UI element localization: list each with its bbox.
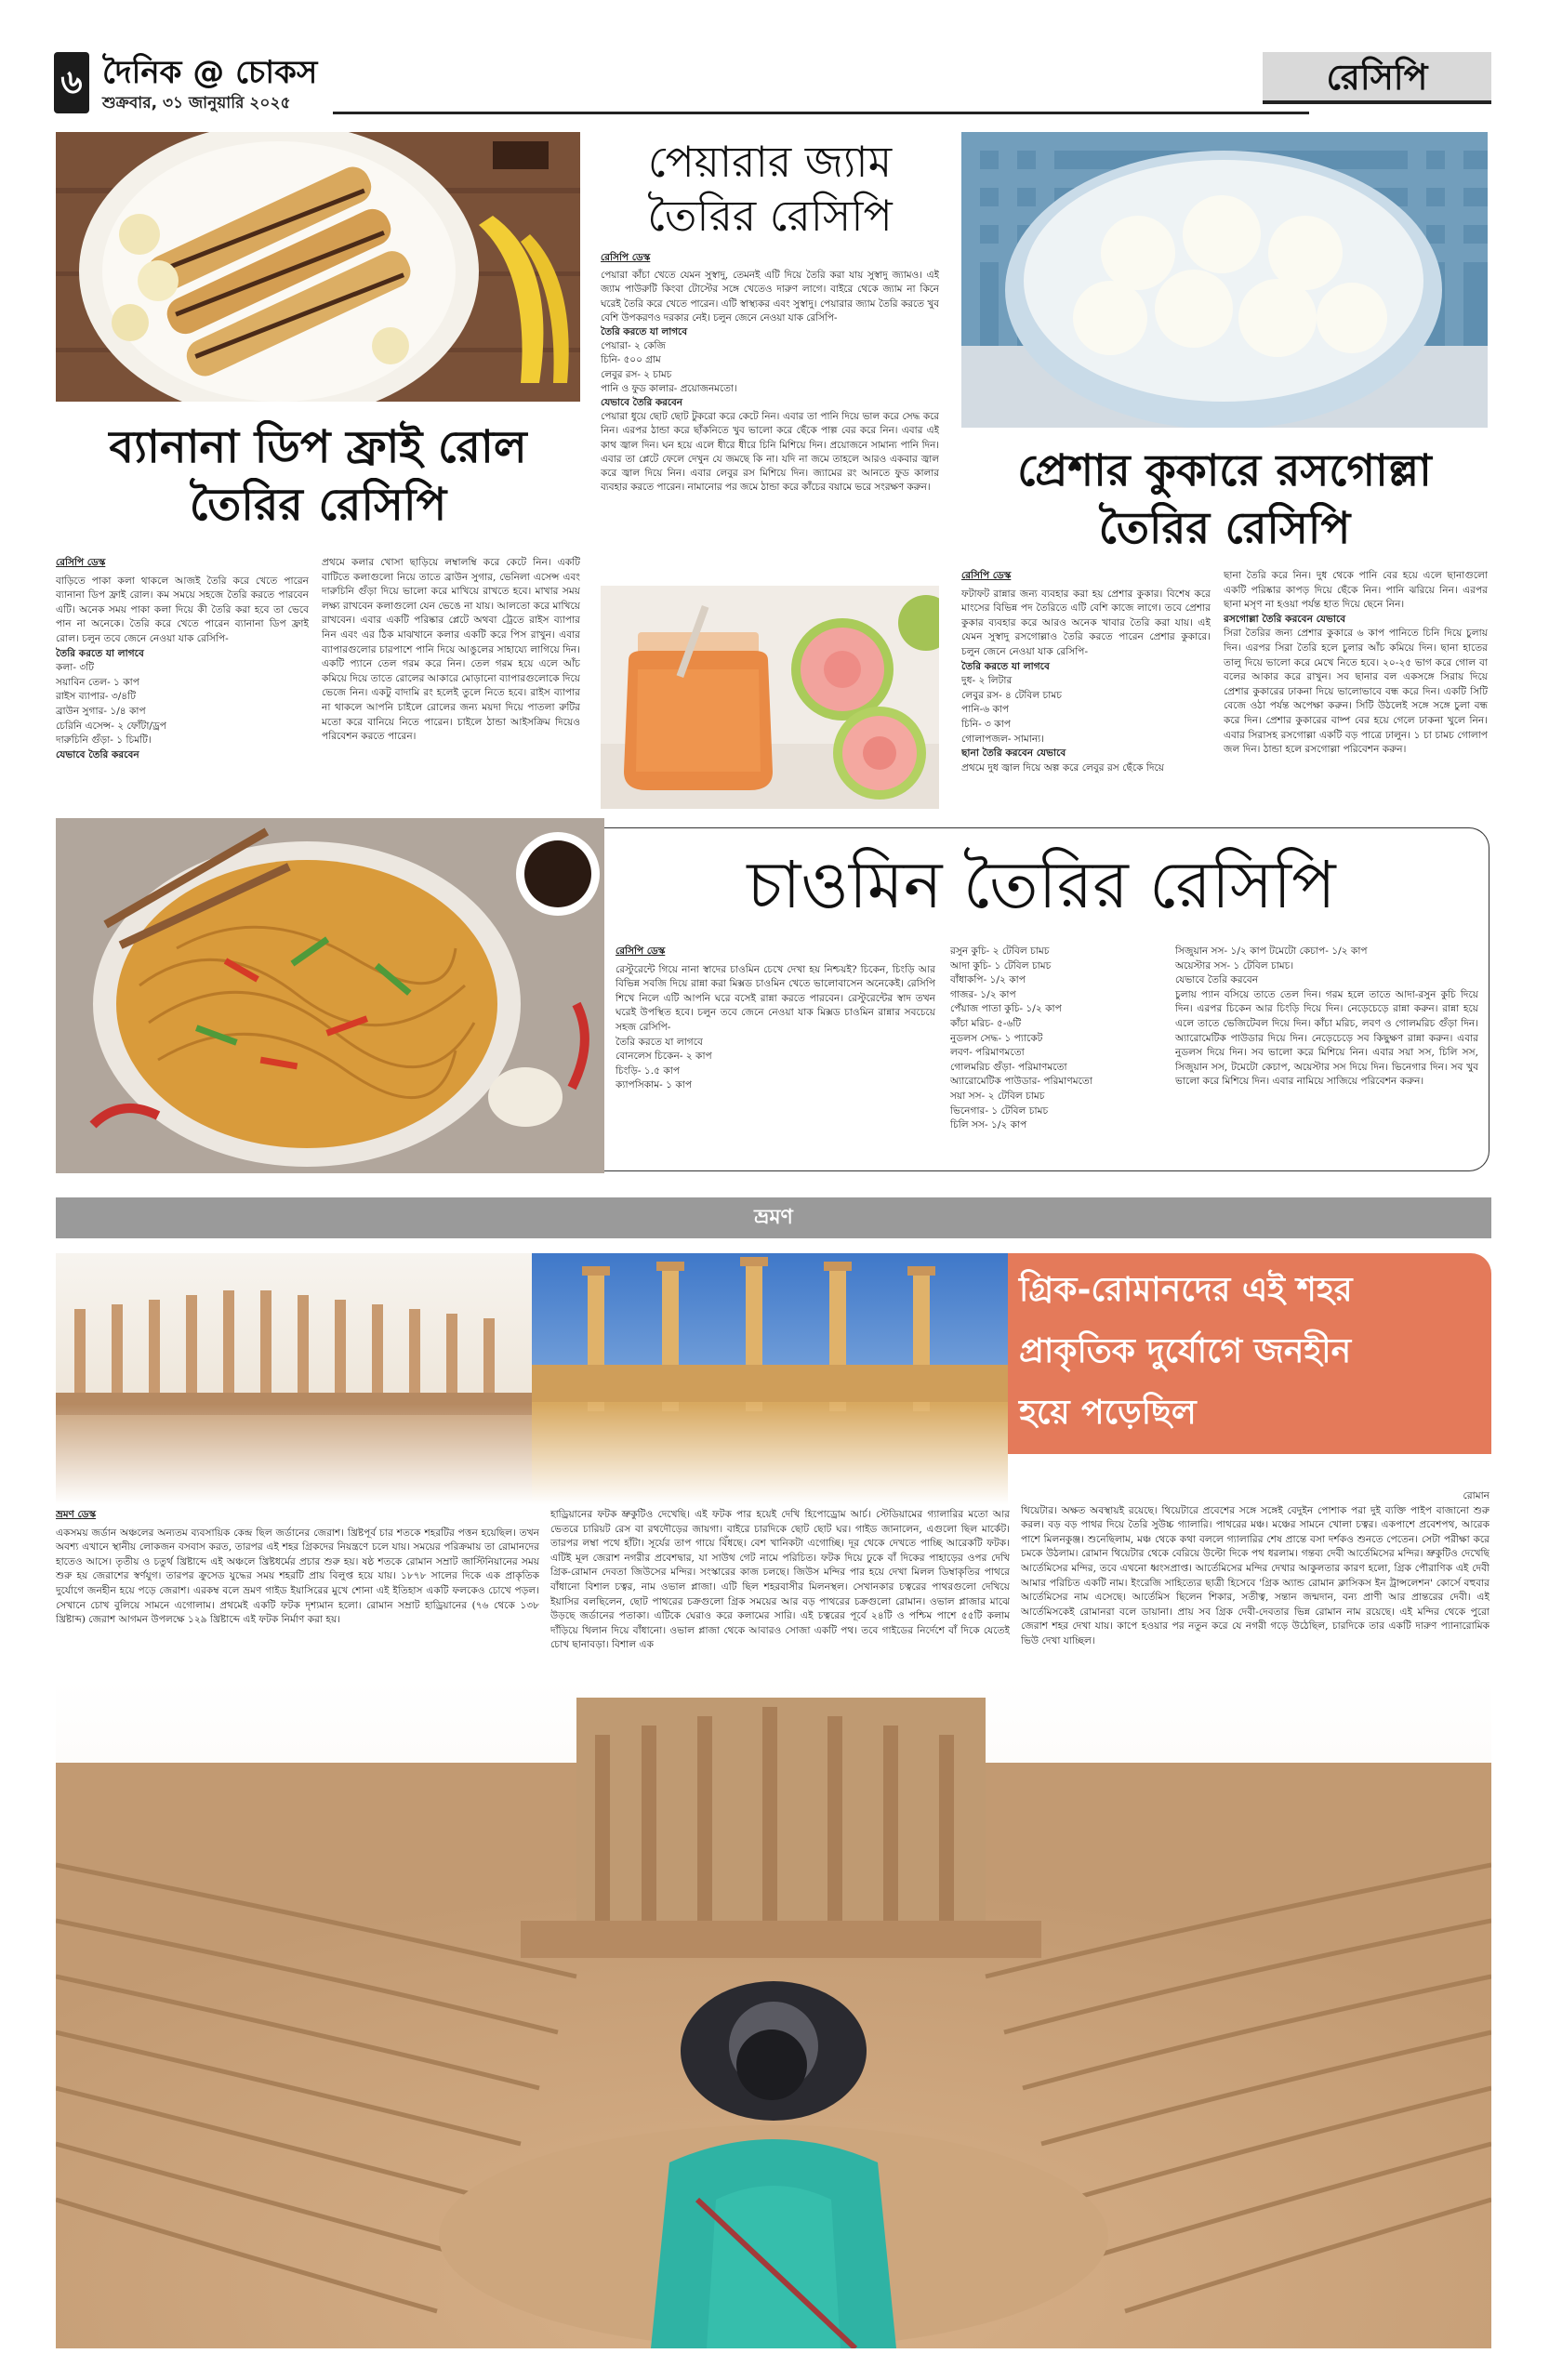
banana-ing: চেরিনি এসেন্স- ২ ফোঁটা/ড্রপ [56, 720, 166, 732]
travel-headline-1: গ্রিক-রোমানদের এই শহর [1019, 1271, 1353, 1309]
guava-ing-title: তৈরি করতে যা লাগবে [601, 326, 688, 338]
guava-method-title: যেভাবে তৈরি করবেন [601, 397, 682, 409]
chowmein-ing: লবণ- পরিমাণমতো [950, 1047, 1025, 1059]
chowmein-ing: গাজর- ১/২ কাপ [950, 988, 1016, 1000]
guava-desk: রেসিপি ডেস্ক [601, 252, 651, 263]
rasgulla-chhana-cont: ছানা তৈরি করে নিন। দুধ থেকে পানি বের হয়ে এলে ছানাগুলো একটি পরিষ্কার কাপড় দিয়ে ছেঁকে নিন। পানি ঝরিয়ে নিন। এরপর ছানা মসৃণ না হওয়া পর্যন্ত হাত দিয়ে ছেনে নিন। [1224, 570, 1488, 611]
rasgulla-ing: চিনি- ৩ কাপ [961, 718, 1011, 730]
banana-ing: দারুচিনি গুঁড়া- ১ চিমটি। [56, 734, 152, 747]
banana-column-2 [322, 556, 580, 798]
banana-intro: বাড়িতে পাকা কলা থাকলে আজই তৈরি করে খেতে পারেন ব্যানানা ডিপ ফ্রাই রোল। কম সময়ে সহজে তৈরি করতে পারবেন এটি। অনেক সময় পাকা কলা দিয়ে কী তৈরি করা হবে তা ভেবে পান না অনেকে। তৈরি করে খেতে পারেন ব্যানানা ডিপ ফ্রাই রোল। চলুন তবে জেনে নেওয়া যাক রেসিপি- [56, 575, 309, 644]
guava-headline-1: পেয়ারার জ্যাম [647, 137, 893, 187]
rasgulla-method: সিরা তৈরির জন্য প্রেশার কুকারে ৬ কাপ পানিতে চিনি দিয়ে চুলায় দিন। এরপর সিরা তৈরি হলে চুলার আঁচ কমিয়ে দিন। ছানা হাতের তালু দিয়ে ভালো করে মেখে নিতে হবে। ২০-২৫ ভাগ করে গোল বা বলের আকার করে রাখুন। সব ছানার বল একসঙ্গে সিরায় দিয়ে প্রেশার কুকারের ঢাকনা দিয়ে ভালোভাবে বন্ধ করে দিন। একটি সিটি বেজে ওঠা পর্যন্ত অপেক্ষা করুন। সিটি উঠলেই সঙ্গে সঙ্গে চুলা বন্ধ করে দিন। প্রেশার কুকারের বাষ্প বের হয়ে গেলে ঢাকনা খুলে নিন। এবার সিরাসহ রসগোল্লা একটি বড় পাত্রে ঢালুন। ১ চা চামচ গোলাপ জল দিন। ঠান্ডা হলে রসগোল্লা পরিবেশন করুন। [1224, 628, 1488, 756]
rasgulla-ing: লেবুর রস- ৪ টেবিল চামচ [961, 689, 1062, 701]
travel-headline-3: হয়ে পড়েছিল [1019, 1394, 1197, 1432]
rasgulla-desk: রেসিপি ডেস্ক [961, 570, 1012, 581]
travel-headline-2: প্রাকৃতিক দুর্যোগে জনহীন [1019, 1332, 1352, 1370]
guava-ing: লেবুর রস- ২ চামচ [601, 368, 672, 380]
rasgulla-ing: দুধ- ২ লিটার [961, 675, 1013, 687]
travel-body: থিয়েটার। অক্ষত অবস্থায়ই রয়েছে। থিয়েটারে প্রবেশের সঙ্গে সঙ্গেই বেদুইন পোশাক পরা দুই ব্যক্তি পাইপ বাজানো শুরু করল। বড় বড় পাথর দিয়ে তৈরি সুউচ্চ গ্যালারি। পাথরের মঞ্চ। মঞ্চের সামনে খোলা চত্বর। একপাশে প্রবেশপথ, আরেক পাশে মিলনকুঞ্জ। শুনেছিলাম, মঞ্চ থেকে কথা বললে গ্যালারির শেষ প্রান্তে বসা দর্শকও শুনতে পেতেন। সেটা পরীক্ষা করে চমকে উঠলাম। রোমান থিয়েটার থেকে বেরিয়ে উল্টো দিকে পথ ধরলাম। গন্তব্য দেবী আর্তেমিসের মন্দির। ভ্রুকুটিও দেখেছি আর্তেমিসের মন্দির, তবে এখনো ধ্বংসপ্রাপ্ত। আর্তেমিসের মন্দির দেখার আকুলতার কারণ হলো, গ্রিক পৌরাণিক এই দেবী আমার পরিচিত একটি নাম। ইংরেজি সাহিত্যের ছাত্রী হিসেবে 'গ্রিক অ্যান্ড রোমান ক্লাসিকস ইন ট্রান্সলেশন' কোর্সে বহুবার আর্তেমিসের নাম এসেছে। আর্তেমিস ছিলেন শিকার, সতীত্ব, সন্তান জন্মদান, বন্য প্রাণী আর প্রান্তরের দেবী। এই আর্তেমিসকেই রোমানরা বলে ডায়ানা। প্রায় সব গ্রিক দেবী-দেবতার ভিন্ন রোমান নাম রয়েছে। এই মন্দির থেকে পুরো জেরাশ শহর দেখা যায়। কাপে হওয়ার পর নতুন করে যে নগরী গড়ে উঠেছিল, চারদিকে তার একটি দারুণ প্যানারোমিক ভিউ দেখা যাচ্ছিল। [1021, 1504, 1489, 1646]
travel-column-3 [1021, 1489, 1489, 1673]
travel-column-1 [56, 1508, 539, 1673]
issue-date: শুক্রবার, ৩১ জানুয়ারি ২০২৫ [102, 94, 291, 112]
chowmein-ing: গোলমরিচ গুঁড়া- পরিমাণমতো [950, 1061, 1067, 1073]
travel-body: হাড্রিয়ানের ফটক ভ্রুকুটিও দেখেছি। এই ফটক পার হয়েই দেখি হিপোড্রোম আর্চ। স্টেডিয়ামের গ্যালারির মতো আর ভেতরে চারিয়ট রেস বা রথদৌড়ের জায়গা। বাইরে চারদিকে ছোট ছোট ঘর। গাইড জানালেন, এগুলো ছিল মার্কেট। তারপর লম্বা পথে হাঁটা। সূর্যের তাপ গায়ে বিঁধছে। বেশ খানিকটা এগোচ্ছি। দূর থেকে দেখতে পাচ্ছি আরেকটি ফটক। এটিই মূল জেরাশ নগরীর প্রবেশদ্বার, যা সাউথ গেট নামে পরিচিত। ফটক দিয়ে ঢুকে বাঁ দিকের পাহাড়ের ওপর দেখি গ্রিক-রোমান দেবতা জিউসের মন্দির। সংস্কারের কাজ চলছে। জিউস মন্দির পার হয়ে দেখা মিলল ডিম্বাকৃতির পাথরে বাঁধানো বিশাল চত্বর, নাম ওভাল প্লাজা। এটি ছিল শহরবাসীর মিলনস্থল। সেখানকার চত্বরের পাথরগুলো দেখিয়ে ইয়াসির বলছিলেন, ছোট পাথরের চক্রগুলো গ্রিক সময়ের আর বড় পাথরের চক্রগুলো রোমান। ওভাল প্লাজার মাঝে উড়ছে জর্ডানের পতাকা। এটিকে ঘেরাও করে কলামের সারি। এই চত্বরের পূর্বে ২৪টি ও পশ্চিম পাশে ৫৫টি কলাম দাঁড়িয়ে থিলান দিয়ে বাঁধানো। ওভাল প্লাজা থেকে আবারও সোজা একটি পথ। তবে গাইডের নির্দেশে বাঁ দিকে যেতেই চোখ ছানাবড়া। বিশাল এক [550, 1509, 1010, 1651]
page-number: ৬ [54, 52, 89, 113]
rasgulla-intro: ফটাফট রান্নার জন্য ব্যবহার করা হয় প্রেশার কুকার। বিশেষ করে মাংসের বিভিন্ন পদ তৈরিতে এটি বেশি কাজে লাগে। তবে প্রেশার কুকার ব্যবহার করে আরও অনেক খাবার তৈরি করা যায়। এই যেমন সুস্বাদু রসগোল্লাও তৈরি করতে পারেন প্রেশার কুকারে। চলুন জেনে নেওয়া যাক রেসিপি- [961, 588, 1211, 657]
paper-name: দৈনিক @ চোকস [102, 54, 318, 91]
guava-ing: পেয়ারা- ২ কেজি [601, 340, 666, 352]
masthead [54, 52, 1491, 117]
banana-ing: ব্রাউন সুগার- ১/৪ কাপ [56, 705, 146, 717]
banana-ing: রাইস ব্যাপার- ৩/৪টি [56, 691, 136, 703]
banana-method-title: যেভাবে তৈরি করবেন [56, 748, 139, 760]
chowmein-ing: সিজুয়ান সস- ১/২ কাপ টমেটো কেচাপ- ১/২ কাপ [1175, 945, 1368, 957]
chowmein-ing: নুডলস সেদ্ধ- ১ প্যাকেট [950, 1032, 1043, 1044]
rasgulla-column-1 [961, 569, 1211, 813]
jerash-ruins-photo-1 [56, 1253, 532, 1504]
chowmein-ing: পেঁয়াজ পাতা কুচি- ১/২ কাপ [950, 1003, 1062, 1015]
rasgulla-chhana: প্রথমে দুধ জ্বাল দিয়ে অল্প করে লেবুর রস ছেঁকে দিয়ে [961, 761, 1165, 774]
rasgulla-method-title: রসগোল্লা তৈরি করবেন যেভাবে [1224, 613, 1346, 625]
header-rule [333, 112, 1309, 114]
chowmein-ing: অ্যারোমেটিক পাউডার- পরিমাণমতো [950, 1076, 1092, 1088]
chowmein-ing-title: তৈরি করতে যা লাগবে [616, 1036, 703, 1048]
banana-headline-2: তৈরির রেসিপি [189, 479, 447, 531]
chowmein-ing: ভিনেগার- ১ টেবিল চামচ [950, 1104, 1049, 1117]
banana-desk: রেসিপি ডেস্ক [56, 557, 106, 568]
rasgulla-ing: পানি-৬ কাপ [961, 704, 1010, 716]
travel-section-banner: ভ্রমণ [56, 1197, 1491, 1238]
chowmein-photo [56, 818, 604, 1173]
chowmein-ing: বোনলেস চিকেন- ২ কাপ [616, 1051, 712, 1063]
chowmein-column-1 [616, 945, 935, 1164]
guava-headline-2: তৈরির রেসিপি [647, 191, 893, 241]
chowmein-ing: চিংড়ি- ১.৫ কাপ [616, 1064, 681, 1077]
banana-column-1 [56, 556, 309, 798]
travel-col3-lead: রোমান [1463, 1490, 1489, 1501]
chowmein-method-title: যেভাবে তৈরি করবেন [1175, 974, 1259, 986]
chowmein-desk: রেসিপি ডেস্ক [616, 945, 666, 957]
rasgulla-photo [961, 132, 1488, 428]
rasgulla-headline-2: তৈরির রেসিপি [1098, 503, 1351, 554]
rasgulla-chhana-title: ছানা তৈরি করবেন যেভাবে [961, 747, 1066, 760]
jerash-columns-photo-2 [532, 1253, 1008, 1504]
banana-method: প্রথমে কলার খোসা ছাড়িয়ে লম্বালম্বি করে কেটে নিন। একটি বাটিতে কলাগুলো নিয়ে তাতে ব্রাউন সুগার, ভেনিলা এসেন্স এবং দারুচিনি গুঁড়া দিয়ে ভালো করে মাখিয়ে রাখতে হবে। মাখার সময় লক্ষ্য রাখবেন কলাগুলো যেন ভেঙে না যায়। আলতো করে মাখিয়ে রাখবেন। এবার একটি পরিষ্কার প্লেটে অথবা ট্রেতে রাইস ব্যাপার নিন এবং এর ঠিক মাঝখানে কলার একটি করে পিস রাখুন। এবার ব্যাপারগুলোর চারপাশে পানি দিয়ে আঙুলের সাহায্যে লাগিয়ে দিন। একটি প্যানে তেল গরম করে নিন। তেল গরম হয়ে এলে আঁচ কমিয়ে দিয়ে তাতে রোলের আকারে মোড়ানো ব্যাপারগুলোকে দিয়ে ভেজে নিন। একটু বাদামি রং হলেই তুলে নিতে হবে। রাইস ব্যাপার না থাকলে আপনি চাইলে রোলের জন্য ময়দা দিয়ে পাতলা রুটির মতো করে বানিয়ে নিতে পারেন। চাইলে ঠান্ডা আইসক্রিম দিয়েও পরিবেশন করতে পারেন। [322, 557, 580, 743]
chowmein-ing: আদা কুচি- ১ টেবিল চামচ [950, 959, 1052, 972]
chowmein-ing: অয়েস্টার সস- ১ টেবিল চামচ। [1175, 959, 1294, 972]
chowmein-ing: ক্যাপসিকাম- ১ কাপ [616, 1079, 693, 1091]
chowmein-column-3 [1175, 945, 1478, 1164]
roman-theatre-photo [56, 1679, 1491, 2348]
chowmein-ing: চিলি সস- ১/২ কাপ [950, 1119, 1027, 1131]
chowmein-headline: চাওমিন তৈরির রেসিপি [747, 847, 1336, 923]
rasgulla-ing: গোলাপজল- সামান্য। [961, 733, 1044, 745]
guava-intro: পেয়ারা কাঁচা খেতে যেমন সুস্বাদু, তেমনই এটি দিয়ে তৈরি করা যায় সুস্বাদু জ্যামও। এই জ্যাম পাউরুটি কিংবা টোস্টের সঙ্গে খেতেও দারুণ লাগে। বাইরে থেকে জ্যাম না কিনে ঘরেই তৈরি করে খেতে পারেন। এটি স্বাস্থ্যকর এবং সুস্বাদু। পেয়ারার জ্যাম তৈরি করতে খুব বেশি উপকরণও দরকার নেই। চলুন জেনে নেওয়া যাক রেসিপি- [601, 270, 939, 324]
travel-desk: ভ্রমণ ডেস্ক [56, 1509, 97, 1520]
banana-ing-title: তৈরি করতে যা লাগবে [56, 647, 144, 659]
chowmein-ing: কাঁচা মরিচ- ৫-৬টি [950, 1017, 1022, 1029]
travel-body: একসময় জর্ডান অঞ্চলের অন্যতম ব্যবসায়িক কেন্দ্র ছিল জর্ডানের জেরাশ। খ্রিষ্টপূর্ব চার শতকে শহরটির পত্তন হয়েছিল। তখন অবশ্য এখানে স্থানীয় লোকজন বসবাস করত, তারপর এই শহর গ্রিকদের নিয়ন্ত্রণে চলে যায়। সময়ের পরিক্রমায় তা রোমানদের হাতেও আসে। তৃতীয় ও চতুর্থ খ্রিষ্টাব্দে এই অঞ্চলে খ্রিষ্টধর্মের প্রচার শুরু হয়। ষষ্ঠ শতকে রোমান সম্রাট জাস্টিনিয়ানের সময় শুরু হয় জেরাশের স্বর্ণযুগ। তারপর ক্রুসেড যুদ্ধের সময় শহরটি প্রায় বিলুপ্ত হয়ে যায়। ১৮৭৮ সালের দিকে এক প্রাকৃতিক দুর্যোগে জনহীন হয়ে পড়ে জেরাশ। এরকম্ব বলে ভ্রমণ গাইড ইয়াসিরের মুখে শোনা এই ইতিহাস একটি ফলকেও চোখে পড়ল। সেখানে চোখ বুলিয়ে সামনে এগোলাম। প্রথমেই একটি ফটক দৃশ্যমান হলো। রোমান সম্রাট হাড্রিয়ানের (৭৬ থেকে ১৩৮ খ্রিষ্টাব্দ) জেরাশ আগমন উপলক্ষে ১২৯ খ্রিষ্টাব্দে এই ফটক নির্মাণ করা হয়। [56, 1527, 539, 1626]
chowmein-ing: রসুন কুচি- ২ টেবিল চামচ [950, 945, 1050, 957]
chowmein-column-2 [950, 945, 1162, 1164]
chowmein-ing: বাঁধাকপি- ১/২ কাপ [950, 974, 1026, 986]
guava-ing: পানি ও ফুড কালার- প্রয়োজনমতো। [601, 382, 737, 394]
banana-roll-photo [56, 132, 580, 402]
travel-column-2 [550, 1508, 1010, 1673]
rasgulla-headline-1: প্রেশার কুকারে রসগোল্লা [1017, 445, 1432, 496]
banana-ing: কলা- ৩টি [56, 662, 95, 674]
chowmein-ing: সয়া সস- ২ টেবিল চামচ [950, 1090, 1045, 1102]
chowmein-method: চুলায় প্যান বসিয়ে তাতে তেল দিন। গরম হলে তাতে আদা-রসুন কুচি দিয়ে দিন। এরপর চিকেন আর চিংড়ি দিয়ে দিন। নেড়েচেড়ে রান্না করুন। রান্না হয়ে এলে তাতে ভেজিটেবল দিয়ে দিন। কাঁচা মরিচ, লবণ ও গোলমরিচ গুঁড়া দিন। অ্যারোমেটিক পাউডার দিয়ে দিন। নেড়েচেড়ে সব কিছুক্ষণ রান্না করুন। এবার নুডলস দিয়ে দিন। সব ভালো করে মিশিয়ে নিন। এবার সয়া সস, চিলি সস, সিজুয়ান সস, টমেটো কেচাপ, অয়েস্টার সস দিয়ে দিন। ভিনেগার দিন। সব খুব ভালো করে মিশিয়ে দিন। এবার নামিয়ে সাজিয়ে পরিবেশন করুন। [1175, 988, 1478, 1088]
banana-ing: সয়াবিন তেল- ১ কাপ [56, 676, 139, 688]
chowmein-intro: রেস্টুরেন্টে গিয়ে নানা স্বাদের চাওমিন চেখে দেখা হয় নিশ্চয়ই? চিকেন, চিংড়ি আর বিভিন্ন সবজি দিয়ে রান্না করা মিক্সড চাওমিন খেতে ভালোবাসেন অনেকেই। রেসিপি শিখে নিলে এটি আপনি ঘরে বসেই রান্না করতে পারবেন। রেস্টুরেন্টের স্বাদ তখন ঘরেই উপস্থিত হবে। চলুন তবে জেনে নেওয়া যাক মিক্সড চাওমিন রান্নার সবচেয়ে সহজ রেসিপি- [616, 963, 935, 1033]
guava-text [601, 251, 939, 563]
guava-method: পেয়ারা ধুয়ে ছোট ছোট টুকরো করে কেটে নিন। এবার তা পানি দিয়ে ভাল করে সেদ্ধ করে নিন। এরপর ঠান্ডা করে ছাঁকনিতে খুব ভালো করে ছেঁকে পাল্প বের করে নিন। এবার এই কাথ জ্বাল দিন। ঘন হয়ে এলে ধীরে ধীরে চিনি মিশিয়ে দিন। প্রয়োজনে সামান্য পানি দিন। এবার তা প্লেটে ফেলে দেখুন যে জমছে কি না। যদি না জমে তাহলে আরও একবার জ্বাল করে জ্বাল দিয়ে নিন। এবার লেবুর রস মিশিয়ে দিন। জ্যামের রং আনতে ফুড কালার ব্যবহার করতে পারেন। নামানোর পর জমে ঠান্ডা করে কাঁচের বয়ামে ভরে সংরক্ষণ করুন। [601, 411, 939, 494]
guava-ing: চিনি- ৫০০ গ্রাম [601, 354, 661, 366]
section-label: রেসিপি [1263, 52, 1491, 104]
banana-headline-1: ব্যানানা ডিপ ফ্রাই রোল [109, 421, 527, 473]
rasgulla-ing-title: তৈরি করতে যা লাগবে [961, 660, 1050, 672]
guava-jam-photo [601, 586, 939, 809]
rasgulla-column-2 [1224, 569, 1488, 813]
